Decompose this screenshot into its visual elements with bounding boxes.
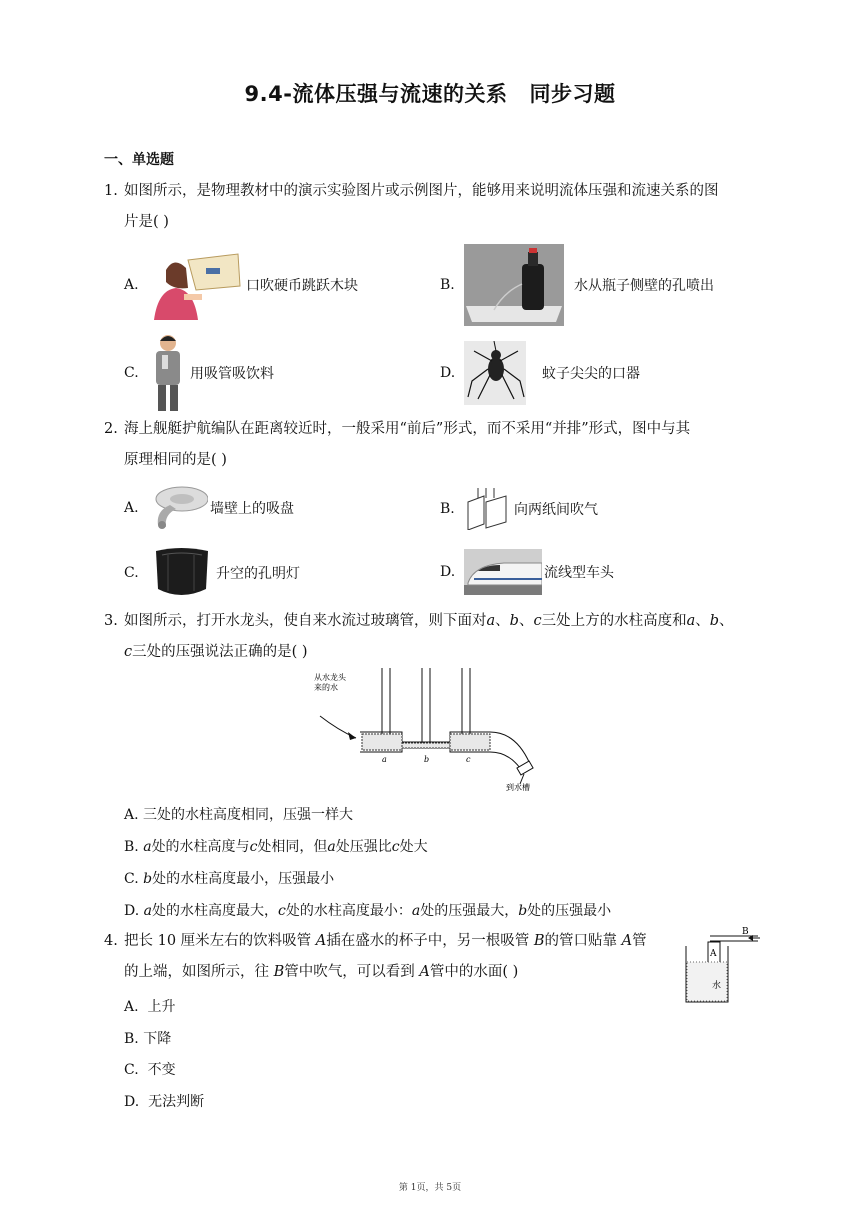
question-4 [104,926,684,988]
title-main: 9.4-流体压强与流速的关系 [244,82,508,106]
q3-choice-d: D. a处的水柱高度最大，c处的水柱高度最小：a处的压强最大，b处的压强最小 [124,903,612,919]
q2-option-d [440,549,614,595]
coin-blowing-image [148,250,244,320]
glass-tube-figure [310,666,560,792]
option-caption: 水从瓶子侧壁的孔喷出 [574,278,714,294]
question-text-line: 海上舰艇护航编队在距离较近时，一般采用“前后”形式，而不采用“并排”形式，图中与其 [124,421,691,437]
option-letter: D. [440,564,456,580]
q1-option-c [124,333,274,413]
page-title [0,78,860,108]
q1-option-a [124,250,358,320]
section-heading: 一、单选题 [104,152,174,168]
question-number: 3. [104,613,118,629]
option-caption: 口吹硬币跳跃木块 [246,278,358,294]
water-bottle-image [464,244,564,326]
q3-choice-a: A. 三处的水柱高度相同，压强一样大 [124,807,354,823]
option-letter: A. [124,277,139,293]
option-letter: B. [440,501,455,517]
q1-option-b [440,244,714,326]
q2-option-a [124,485,294,531]
question-text-line: 的上端，如图所示，往 B管中吹气，可以看到 A管中的水面( ) [124,964,519,980]
svg-text:来的水: 来的水 [314,683,338,692]
question-text-line: 把长 10 厘米左右的饮料吸管 A插在盛水的杯子中，另一根吸管 B的管口贴靠 A管 [124,933,647,949]
option-letter: D. [440,365,456,381]
suction-cup-image [148,485,208,531]
svg-text:b: b [424,755,430,764]
option-letter: B. [440,277,455,293]
question-2 [104,414,764,476]
option-caption: 蚊子尖尖的口器 [542,366,640,382]
question-text-line: 片是( ) [124,214,169,230]
q4-choice-a: A. 上升 [124,999,176,1015]
svg-text:a: a [382,755,387,764]
question-number: 2. [104,421,118,437]
two-papers-image [464,488,512,530]
option-letter: C. [124,565,139,581]
svg-text:从水龙头: 从水龙头 [314,673,346,682]
option-caption: 升空的孔明灯 [216,566,300,582]
option-letter: C. [124,365,139,381]
q3-choice-c: C. b处的水柱高度最小，压强最小 [124,871,335,887]
question-text-line: 原理相同的是( ) [124,452,227,468]
option-letter: A. [124,500,139,516]
option-caption: 墙壁上的吸盘 [210,501,294,517]
question-1 [104,176,764,238]
option-caption: 流线型车头 [544,565,614,581]
option-caption: 向两纸间吹气 [514,502,598,518]
bullet-train-image [464,549,542,595]
q1-option-d [440,341,640,405]
svg-text:A: A [710,949,717,959]
title-sub: 同步习题 [529,82,616,106]
svg-text:水: 水 [712,981,722,991]
q2-option-c [124,545,300,601]
option-caption: 用吸管吸饮料 [190,366,274,382]
question-3-line2: c三处的压强说法正确的是( ) [124,644,308,660]
q4-choice-d: D. 无法判断 [124,1094,205,1110]
question-number: 4. [104,933,118,949]
page-footer: 第 1页，共 5页 [398,1183,462,1193]
svg-text:到水槽: 到水槽 [506,783,530,792]
q4-choice-b: B. 下降 [124,1031,172,1047]
question-number: 1. [104,183,118,199]
mosquito-image [464,341,526,405]
q4-choice-c: C. 不变 [124,1062,176,1078]
svg-text:c: c [466,755,471,764]
question-text-line: 如图所示，打开水龙头，使自来水流过玻璃管，则下面对a、b、c三处上方的水柱高度和a、b、 [124,613,734,629]
q2-option-b [440,488,598,530]
q3-choice-b: B. a处的水柱高度与c处相同，但a处压强比c处大 [124,839,428,855]
straw-cup-figure [682,922,762,1004]
question-text-line: 如图所示，是物理教材中的演示实验图片或示例图片，能够用来说明流体压强和流速关系的图 [124,183,719,199]
svg-text:B: B [742,927,749,937]
sky-lantern-image [148,545,214,601]
boy-drinking-image [148,333,188,413]
question-3 [104,606,764,637]
